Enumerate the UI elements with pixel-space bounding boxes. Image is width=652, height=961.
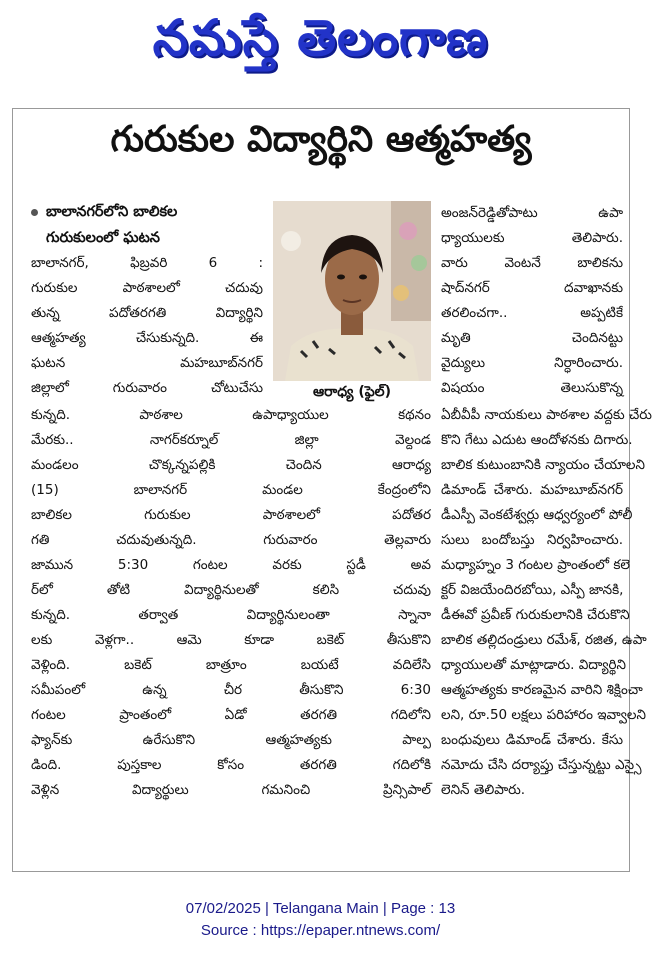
text-line: (15) బాలానగర్ మండల కేంద్రంలోని: [31, 482, 431, 498]
text-line: సమీపంలో ఉన్న చీర తీసుకొని 6:30: [31, 682, 431, 698]
text-line: మండలం చొక్కన్నపల్లికి చెందిన ఆరాధ్య: [31, 457, 431, 473]
text-line: బాలానగర్, ఫిబ్రవరి 6 :: [31, 255, 263, 271]
text-line: బంధువులు డిమాండ్ చేశారు. కేసు: [441, 732, 623, 748]
body-column-left-top: [31, 251, 263, 401]
text-line: క్టర్ విజయేందిరబోయి, ఎస్పీ జానకి,: [441, 582, 624, 598]
text-line: ఘటన మహబూబ్‌నగర్: [31, 355, 263, 371]
text-line: గురుకుల పాఠశాలలో చదువు: [31, 280, 263, 296]
article-photo: [273, 201, 431, 381]
body-column-right-bottom: [441, 403, 652, 803]
text-line: మృతి చెందినట్టు: [441, 330, 623, 346]
footer-source-link[interactable]: Source : https://epaper.ntnews.com/: [200, 922, 441, 939]
text-line: కున్నది. తర్వాత విద్యార్థినులంతా స్నానా: [31, 607, 431, 623]
text-line: డీఎస్పీ వెంకటేశ్వర్లు ఆధ్వర్యంలో పోలీ: [441, 507, 633, 523]
text-line: అంజన్‌రెడ్డితోపాటు ఉపా: [441, 205, 623, 221]
text-line: బాలిక తల్లిదండ్రులు రమేశ్, రజిత, ఉపా: [441, 632, 647, 648]
text-line: డిమాండ్ చేశారు. మహబూబ్‌నగర్: [441, 482, 623, 498]
text-line: తరలించగా.. అప్పటికే: [441, 305, 623, 321]
text-line: ఏబీవీపీ నాయకులు పాఠశాల వద్దకు చేరు: [441, 407, 652, 423]
text-line: బాలికల గురుకుల పాఠశాలలో పదోతర: [31, 507, 431, 523]
text-line: ర్‌లో తోటి విద్యార్థినులతో కలిసి చదువు: [31, 582, 431, 598]
text-line: గంటల ప్రాంతంలో ఏడో తరగతి గదిలోని: [31, 707, 431, 723]
article-clipping: [12, 108, 652, 872]
article-headline: గురుకుల విద్యార్థిని ఆత్మహత్య: [110, 119, 532, 160]
text-line: డింది. పుస్తకాల కోసం తరగతి గదిలోకి: [31, 757, 431, 773]
text-line: మధ్యాహ్నం 3 గంటల ప్రాంతంలో కలె: [441, 557, 630, 573]
text-line: లకు వెళ్లగా.. ఆమె కూడా బకెట్ తీసుకొని: [31, 632, 431, 648]
text-line: వైద్యులు నిర్ధారించారు.: [441, 355, 623, 371]
text-line: తున్న పదోతరగతి విద్యార్థిని: [31, 305, 263, 321]
text-line: కొని గేటు ఎదుట ఆందోళనకు దిగారు.: [441, 432, 633, 448]
text-line: జిల్లాలో గురువారం చోటుచేసు: [31, 380, 263, 396]
article-lede: [31, 199, 276, 251]
portrait-image: [273, 201, 431, 381]
text-line: వారు వెంటనే బాలికను: [441, 255, 623, 271]
masthead: [0, 0, 641, 88]
text-line: ఫ్యాన్‌కు ఉరేసుకొని ఆత్మహత్యకు పాల్ప: [31, 732, 431, 748]
photo-caption: ఆరాధ్య (ఫైల్): [273, 381, 431, 403]
text-line: బాలిక కుటుంబానికి న్యాయం చేయాలని: [441, 457, 645, 473]
text-line: లని, రూ.50 లక్షలు పరిహారం ఇవ్వాలని: [441, 707, 646, 723]
text-line: సులు బందోబస్తు నిర్వహించారు.: [441, 532, 623, 548]
text-line: గతి చదువుతున్నది. గురువారం తెల్లవారు: [31, 532, 431, 548]
text-line: జామున 5:30 గంటల వరకు స్టడీ అవ: [31, 557, 431, 573]
text-line: డీఈవో ప్రవీణ్ గురుకులానికి చేరుకొని: [441, 607, 630, 623]
text-line: వెళ్లింది. బకెట్ బాత్రూం బయటే వదిలేసి: [31, 657, 431, 673]
body-column-right-top: [441, 201, 623, 401]
text-line: లెనిన్ తెలిపారు.: [441, 782, 526, 798]
body-column-wide: [31, 403, 431, 803]
bullet-icon: [31, 209, 38, 216]
text-line: మేరకు.. నాగర్‌కర్నూల్ జిల్లా వెల్దండ: [31, 432, 431, 448]
text-line: ధ్యాయులకు తెలిపారు.: [441, 230, 623, 246]
text-line: కున్నది. పాఠశాల ఉపాధ్యాయుల కథనం: [31, 407, 431, 423]
text-line: ఆత్మహత్యకు కారణమైన వారిని శిక్షించా: [441, 682, 643, 698]
text-line: ఆత్మహత్య చేసుకున్నది. ఈ: [31, 330, 263, 346]
masthead-logo: నమస్తే తెలంగాణ: [152, 8, 489, 67]
text-line: నమోదు చేసి దర్యాప్తు చేస్తున్నట్టు ఎస్సై: [441, 757, 642, 773]
text-line: ధ్యాయులతో మాట్లాడారు. విద్యార్థిని: [441, 657, 626, 673]
text-line: విషయం తెలుసుకొన్న: [441, 380, 623, 396]
lede-line: బాలానగర్‌లోని బాలికల: [31, 199, 276, 225]
footer-date-edition: 07/02/2025 | Telangana Main | Page : 13: [185, 900, 456, 917]
lede-line: గురుకులంలో ఘటన: [46, 230, 160, 246]
text-line: షాద్‌నగర్ దవాఖానకు: [441, 280, 623, 296]
text-line: వెళ్లిన విద్యార్థులు గమనించి ప్రిన్సిపాల్: [31, 782, 431, 798]
